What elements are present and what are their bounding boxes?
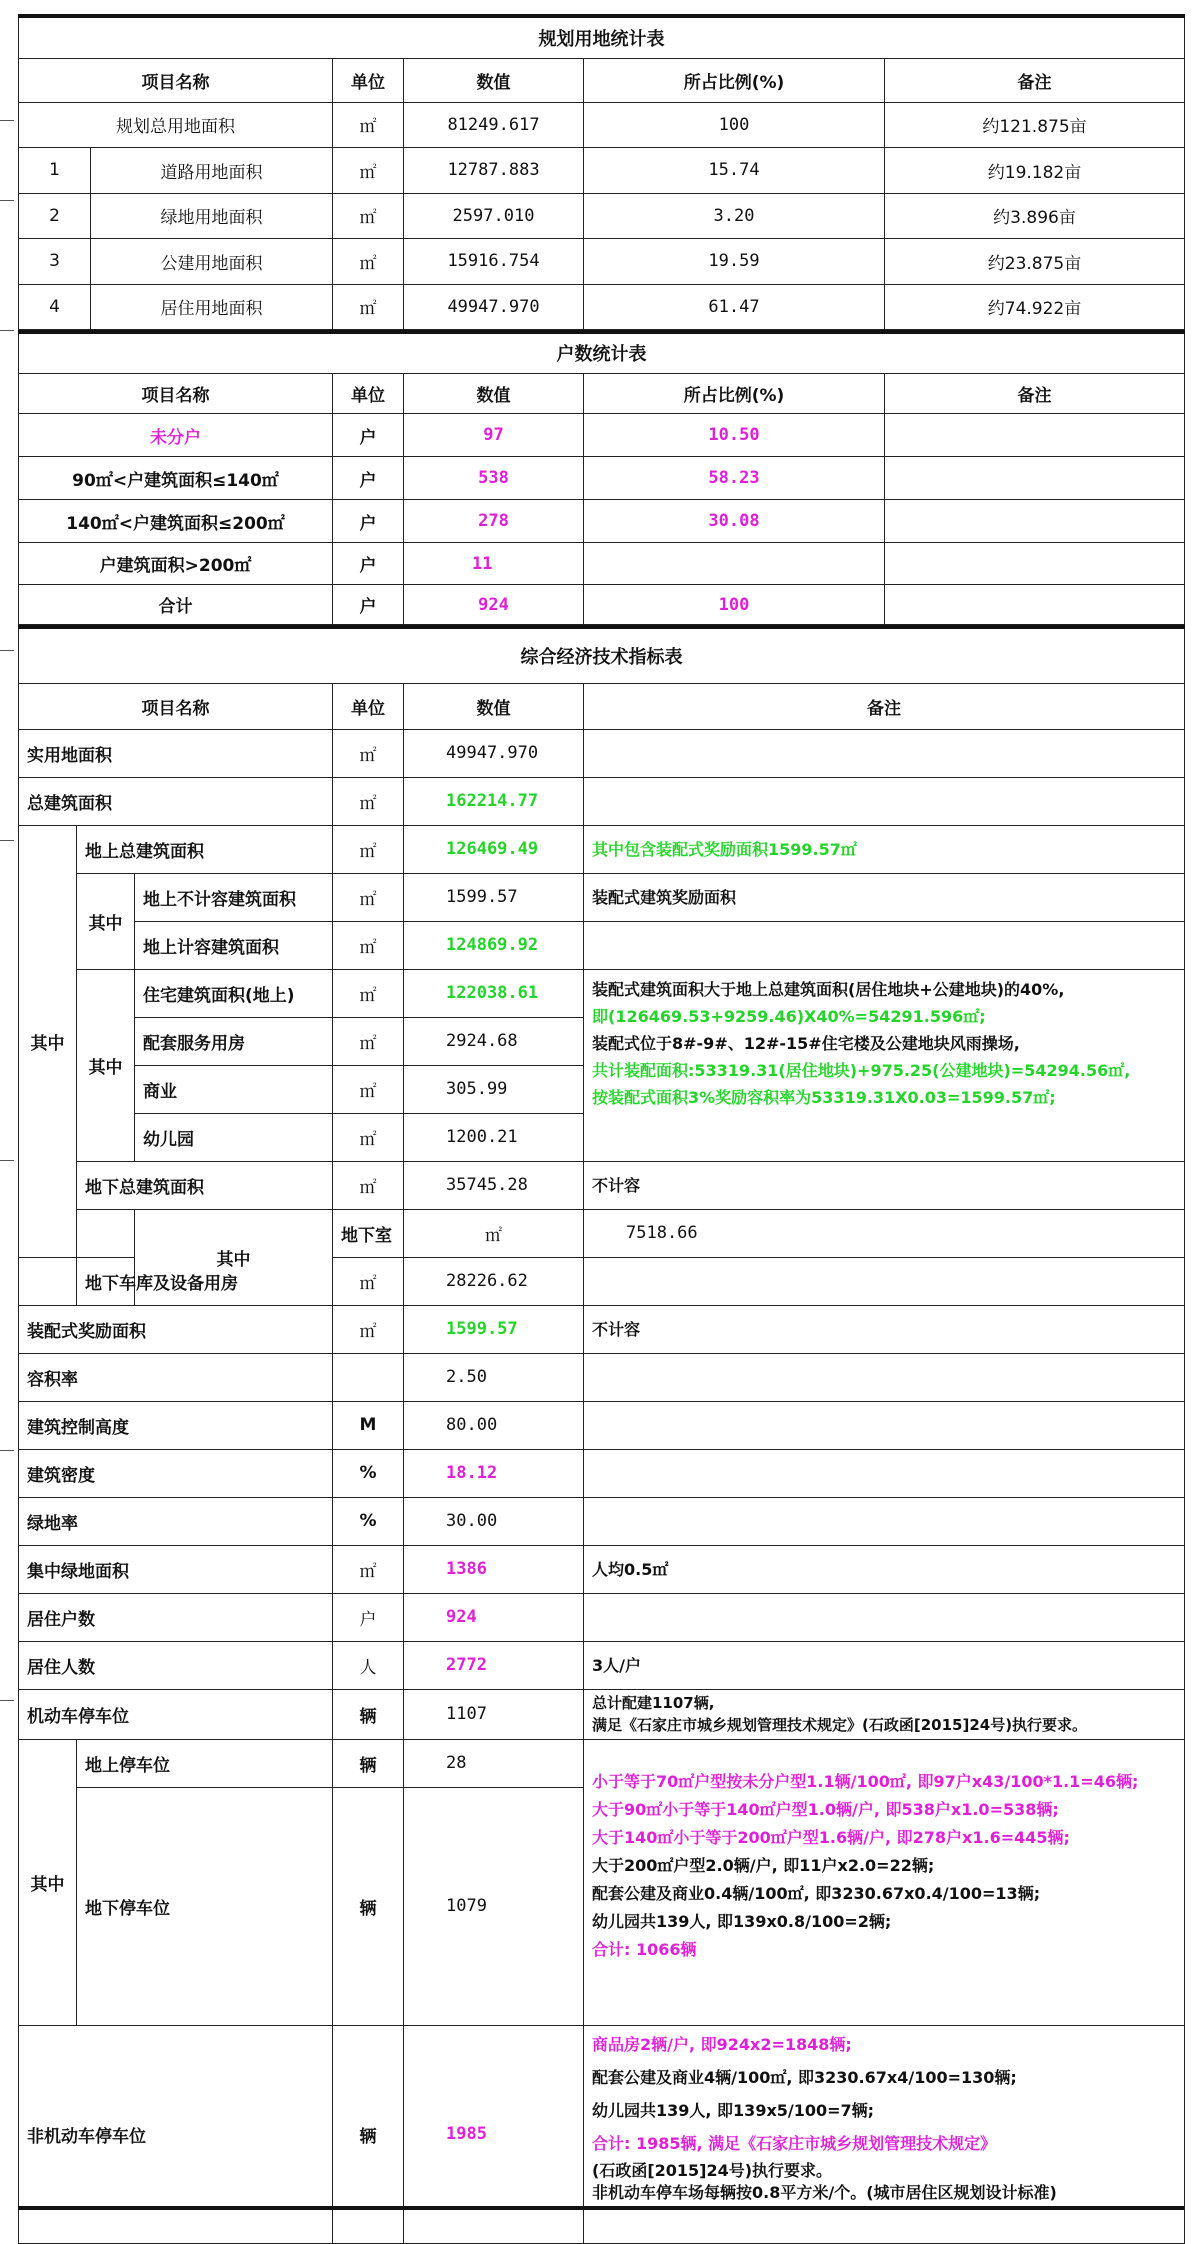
cell-name: 机动车停车位	[19, 1689, 333, 1739]
table-row	[19, 1497, 1185, 1545]
note-line: 合计: 1985辆, 满足《石家庄市城乡规划管理技术规定》	[592, 2133, 997, 2153]
table-row	[19, 729, 1185, 777]
group-label-qizhong: 其中	[19, 825, 77, 1257]
cell-ratio: 15.74	[584, 147, 885, 193]
cell-name: 绿地用地面积	[91, 193, 333, 238]
note-line: 大于90㎡小于等于140㎡户型1.0辆/户, 即538户x1.0=538辆;	[592, 1799, 1059, 1819]
cell-value: 2772	[404, 1641, 584, 1689]
cell-unit: ㎡	[333, 1017, 404, 1065]
cell-unit	[333, 1353, 404, 1401]
table-row	[19, 1449, 1185, 1497]
cell-value: 1107	[404, 1689, 584, 1739]
cell-unit: ㎡	[333, 102, 404, 147]
header-value: 数值	[404, 58, 584, 102]
header-unit: 单位	[333, 683, 404, 729]
cell-note	[584, 1401, 1185, 1449]
cell-note: 约19.182亩	[885, 147, 1185, 193]
cell-value: 80.00	[404, 1401, 584, 1449]
group-label-qizhong: 其中	[19, 1739, 77, 2025]
prefab-notes	[584, 969, 1185, 1161]
table-row	[19, 543, 1185, 585]
cell-name: 居住用地面积	[91, 284, 333, 329]
cell-value: 97	[404, 414, 584, 457]
table-row	[19, 414, 1185, 457]
note-line: 按装配式面积3%奖励容积率为53319.31X0.03=1599.57㎡;	[592, 1087, 1056, 1107]
table-row	[19, 1209, 1185, 1257]
note-line: 大于200㎡户型2.0辆/户, 即11户x2.0=22辆;	[592, 1855, 935, 1875]
cell-value: 49947.970	[404, 729, 584, 777]
cell-name: 配套服务用房	[135, 1017, 333, 1065]
cell-name: 140㎡<户建筑面积≤200㎡	[19, 500, 333, 543]
cell-name: 幼儿园	[135, 1113, 333, 1161]
note-line: 总计配建1107辆,	[592, 1694, 715, 1712]
group-spacer	[19, 1257, 77, 1305]
cell-unit: 户	[333, 585, 404, 625]
cell-index: 3	[19, 238, 91, 284]
cell-unit: ㎡	[333, 1161, 404, 1209]
cell-unit: ㎡	[333, 147, 404, 193]
cell-note	[885, 457, 1185, 500]
note-line: 商品房2辆/户, 即924x2=1848辆;	[592, 2034, 852, 2054]
header-ratio: 所占比例(%)	[584, 374, 885, 414]
cell-unit: ㎡	[333, 284, 404, 329]
cell-note: 不计容	[584, 1305, 1185, 1353]
table-row	[19, 284, 1185, 329]
cell-value: 15916.754	[404, 238, 584, 284]
cell-unit: 人	[333, 1641, 404, 1689]
cell-value: 278	[404, 500, 584, 543]
cell-unit: ㎡	[333, 1257, 404, 1305]
cell-unit: ㎡	[404, 1209, 584, 1257]
cell-value: 28	[404, 1739, 584, 1787]
note-line: 满足《石家庄市城乡规划管理技术规定》(石政函[2015]24号)执行要求。	[592, 1716, 1088, 1734]
note-line: 幼儿园共139人, 即139x0.8/100=2辆;	[592, 1911, 892, 1931]
cell-name: 装配式奖励面积	[19, 1305, 333, 1353]
cell-note	[885, 500, 1185, 543]
cell-unit: 户	[333, 457, 404, 500]
note-line: 幼儿园共139人, 即139x5/100=7辆;	[592, 2100, 875, 2120]
households-table-title: 户数统计表	[19, 332, 1185, 374]
cell-unit: ㎡	[333, 1113, 404, 1161]
cell-note: 约3.896亩	[885, 193, 1185, 238]
cell-name: 地上计容建筑面积	[135, 921, 333, 969]
cell-name: 居住户数	[19, 1593, 333, 1641]
cell-ratio: 30.08	[584, 500, 885, 543]
cell-value: 7518.66	[584, 1209, 1185, 1257]
cell-unit: %	[333, 1497, 404, 1545]
cell-ratio	[584, 543, 885, 585]
cell-name: 地下停车位	[77, 1787, 333, 2025]
cell-name: 地下室	[333, 1209, 404, 1257]
cell-unit: ㎡	[333, 193, 404, 238]
header-value: 数值	[404, 683, 584, 729]
land-header-row	[19, 58, 1185, 102]
cell-value: 124869.92	[404, 921, 584, 969]
cell-unit: 辆	[333, 1739, 404, 1787]
cell-name: 规划总用地面积	[19, 102, 333, 147]
cell-value: 1599.57	[404, 873, 584, 921]
cell-name: 绿地率	[19, 1497, 333, 1545]
cell-value: 305.99	[404, 1065, 584, 1113]
cell-unit: 户	[333, 543, 404, 585]
cell-value: 1985	[404, 2025, 584, 2243]
cell-value: 2597.010	[404, 193, 584, 238]
table-row	[19, 1641, 1185, 1689]
cell-value: 11	[404, 543, 584, 585]
cell-note: 3人/户	[584, 1641, 1185, 1689]
table-row	[19, 1353, 1185, 1401]
cell-note	[885, 585, 1185, 625]
header-item: 项目名称	[19, 58, 333, 102]
cell-name: 道路用地面积	[91, 147, 333, 193]
cell-unit: 户	[333, 500, 404, 543]
cell-value: 1200.21	[404, 1113, 584, 1161]
header-note: 备注	[885, 374, 1185, 414]
cell-ratio: 10.50	[584, 414, 885, 457]
cell-unit: ㎡	[333, 777, 404, 825]
note-line: 配套公建及商业4辆/100㎡, 即3230.67x4/100=130辆;	[592, 2067, 1017, 2087]
cell-value: 1079	[404, 1787, 584, 2025]
cell-name: 住宅建筑面积(地上)	[135, 969, 333, 1017]
cell-value: 81249.617	[404, 102, 584, 147]
cell-name: 总建筑面积	[19, 777, 333, 825]
header-item: 项目名称	[19, 374, 333, 414]
cell-name: 地上总建筑面积	[77, 825, 333, 873]
cell-value: 28226.62	[404, 1257, 584, 1305]
cell-unit: ㎡	[333, 921, 404, 969]
document-frame	[18, 0, 1184, 2226]
cell-note	[584, 1449, 1185, 1497]
cell-unit: ㎡	[333, 825, 404, 873]
land-use-table	[18, 14, 1185, 330]
cell-name: 地下总建筑面积	[77, 1161, 333, 1209]
cell-value: 18.12	[404, 1449, 584, 1497]
econ-header-row	[19, 683, 1185, 729]
header-unit: 单位	[333, 58, 404, 102]
cell-name: 实用地面积	[19, 729, 333, 777]
cell-note: 约121.875亩	[885, 102, 1185, 147]
cell-name: 集中绿地面积	[19, 1545, 333, 1593]
cell-ratio: 61.47	[584, 284, 885, 329]
group-label-qizhong: 其中	[77, 873, 135, 969]
table-row	[19, 873, 1185, 921]
cell-value: 30.00	[404, 1497, 584, 1545]
cell-value: 162214.77	[404, 777, 584, 825]
cell-name: 90㎡<户建筑面积≤140㎡	[19, 457, 333, 500]
cell-unit: 辆	[333, 2025, 404, 2243]
cell-note	[584, 1257, 1185, 1305]
cell-value: 126469.49	[404, 825, 584, 873]
cell-value: 538	[404, 457, 584, 500]
table-row	[19, 1689, 1185, 1739]
cell-note: 约74.922亩	[885, 284, 1185, 329]
cell-unit: 辆	[333, 1689, 404, 1739]
note-line: 配套公建及商业0.4辆/100㎡, 即3230.67x0.4/100=13辆;	[592, 1883, 1041, 1903]
cell-note	[584, 1353, 1185, 1401]
cell-unit: ㎡	[333, 1305, 404, 1353]
cell-unit: 户	[333, 1593, 404, 1641]
note-line: 小于等于70㎡户型按未分户型1.1辆/100㎡, 即97户x43/100*1.1=46辆;	[592, 1771, 1139, 1791]
cell-unit: ㎡	[333, 1065, 404, 1113]
econ-table	[18, 625, 1185, 2244]
table-row	[19, 921, 1185, 969]
table-row	[19, 500, 1185, 543]
cell-index: 4	[19, 284, 91, 329]
cell-note: 装配式建筑奖励面积	[584, 873, 1185, 921]
cell-note: 其中包含装配式奖励面积1599.57㎡	[584, 825, 1185, 873]
table-row	[19, 585, 1185, 625]
cell-name: 公建用地面积	[91, 238, 333, 284]
table-row	[19, 777, 1185, 825]
cell-ratio: 100	[584, 102, 885, 147]
cell-ratio: 58.23	[584, 457, 885, 500]
cell-name: 地上不计容建筑面积	[135, 873, 333, 921]
table-row	[19, 1401, 1185, 1449]
margin-marks	[0, 0, 18, 2226]
cell-value: 12787.883	[404, 147, 584, 193]
cell-name: 地上停车位	[77, 1739, 333, 1787]
cell-unit: ㎡	[333, 873, 404, 921]
cell-note	[584, 777, 1185, 825]
note-line: 非机动车停车场每辆按0.8平方米/个。(城市居住区规划设计标准)	[592, 2182, 1057, 2202]
cell-name: 容积率	[19, 1353, 333, 1401]
cell-value: 924	[404, 1593, 584, 1641]
group-label-qizhong: 其中	[135, 1209, 333, 1305]
note-line: 装配式位于8#-9#、12#-15#住宅楼及公建地块风雨操场,	[592, 1033, 1020, 1053]
cell-name: 户建筑面积>200㎡	[19, 543, 333, 585]
table-row	[19, 193, 1185, 238]
cell-unit: ㎡	[333, 238, 404, 284]
cell-value: 924	[404, 585, 584, 625]
cell-index: 2	[19, 193, 91, 238]
households-header-row	[19, 374, 1185, 414]
cell-name: 非机动车停车位	[19, 2025, 333, 2243]
cell-name: 居住人数	[19, 1641, 333, 1689]
cell-note	[584, 1497, 1185, 1545]
cell-value: 2924.68	[404, 1017, 584, 1065]
note-line: 共计装配面积:53319.31(居住地块)+975.25(公建地块)=54294.56㎡,	[592, 1060, 1131, 1080]
note-line: 合计: 1066辆	[592, 1939, 697, 1959]
cell-value: 2.50	[404, 1353, 584, 1401]
table-row	[19, 969, 1185, 1017]
cell-unit: ㎡	[333, 969, 404, 1017]
table-row	[19, 1593, 1185, 1641]
page-bottom-border	[18, 2206, 1184, 2228]
table-row	[19, 1305, 1185, 1353]
cell-note: 人均0.5㎡	[584, 1545, 1185, 1593]
table-row	[19, 102, 1185, 147]
table-row	[19, 1739, 1185, 1787]
cell-unit: 辆	[333, 1787, 404, 2025]
cell-unit: ㎡	[333, 1545, 404, 1593]
note-line: 大于140㎡小于等于200㎡户型1.6辆/户, 即278户x1.6=445辆;	[592, 1827, 1070, 1847]
cell-name: 商业	[135, 1065, 333, 1113]
cell-note	[584, 921, 1185, 969]
cell-note: 不计容	[584, 1161, 1185, 1209]
table-row	[19, 1545, 1185, 1593]
table-row	[19, 1161, 1185, 1209]
cell-note	[885, 414, 1185, 457]
cell-name: 未分户	[19, 414, 333, 457]
cell-unit: ㎡	[333, 729, 404, 777]
header-note: 备注	[885, 58, 1185, 102]
table-row	[19, 825, 1185, 873]
econ-table-title: 综合经济技术指标表	[19, 627, 1185, 683]
cell-name: 建筑控制高度	[19, 1401, 333, 1449]
group-label-qizhong: 其中	[77, 969, 135, 1161]
header-unit: 单位	[333, 374, 404, 414]
households-table	[18, 330, 1185, 626]
land-table-title: 规划用地统计表	[19, 16, 1185, 58]
cell-value: 1386	[404, 1545, 584, 1593]
cell-value: 35745.28	[404, 1161, 584, 1209]
header-ratio: 所占比例(%)	[584, 58, 885, 102]
table-row	[19, 147, 1185, 193]
cell-ratio: 19.59	[584, 238, 885, 284]
cell-unit: 户	[333, 414, 404, 457]
table-row	[19, 238, 1185, 284]
cell-note	[584, 1689, 1185, 1739]
note-line: 装配式建筑面积大于地上总建筑面积(居住地块+公建地块)的40%,	[592, 979, 1065, 999]
header-note: 备注	[584, 683, 1185, 729]
cell-value: 49947.970	[404, 284, 584, 329]
cell-ratio: 100	[584, 585, 885, 625]
header-value: 数值	[404, 374, 584, 414]
cell-note	[885, 543, 1185, 585]
cell-unit: M	[333, 1401, 404, 1449]
cell-index: 1	[19, 147, 91, 193]
cell-value: 1599.57	[404, 1305, 584, 1353]
group-spacer	[77, 1209, 135, 1257]
note-line: 即(126469.53+9259.46)X40%=54291.596㎡;	[592, 1006, 986, 1026]
cell-note: 约23.875亩	[885, 238, 1185, 284]
note-line: (石政函[2015]24号)执行要求。	[592, 2160, 833, 2180]
cell-value: 122038.61	[404, 969, 584, 1017]
header-item: 项目名称	[19, 683, 333, 729]
cell-note	[584, 1593, 1185, 1641]
parking-notes	[584, 1739, 1185, 2025]
cell-note	[584, 729, 1185, 777]
cell-ratio: 3.20	[584, 193, 885, 238]
table-row	[19, 457, 1185, 500]
cell-name: 建筑密度	[19, 1449, 333, 1497]
cell-name: 地下车库及设备用房	[77, 1257, 135, 1305]
cell-unit: %	[333, 1449, 404, 1497]
cell-name: 合计	[19, 585, 333, 625]
